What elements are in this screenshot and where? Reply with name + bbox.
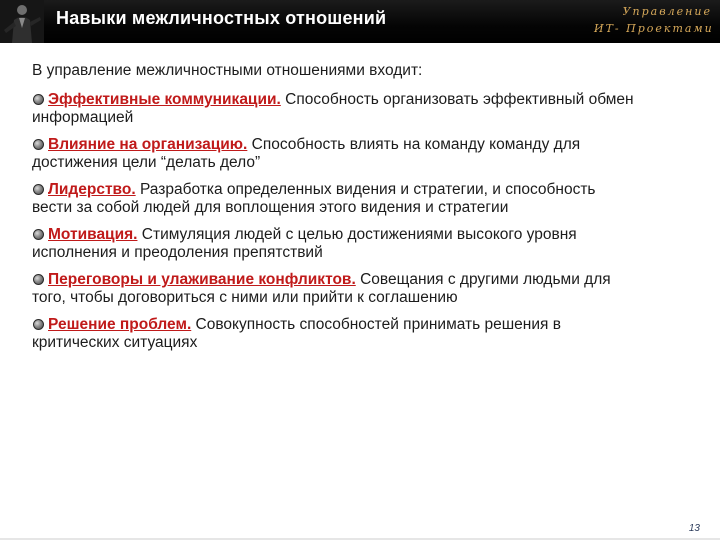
- bullet-icon: [33, 229, 44, 240]
- item-description: Стимуляция людей с целью достижениями высокого уровня: [137, 226, 577, 243]
- item-description: Совокупность способностей принимать решения в: [191, 316, 561, 333]
- item-description: Способность влиять на команду команду для: [247, 136, 581, 153]
- bullet-icon: [33, 139, 44, 150]
- bullet-icon: [33, 184, 44, 195]
- item-term: Эффективные коммуникации.: [48, 91, 281, 108]
- item-term: Переговоры и улаживание конфликтов.: [48, 271, 356, 288]
- item-description: Разработка определенных видения и стратегии, и способность: [135, 181, 596, 198]
- page-number: 13: [688, 523, 700, 534]
- brand-line-1: Управление: [622, 5, 712, 18]
- item-term: Влияние на организацию.: [48, 136, 248, 153]
- item-term: Мотивация.: [48, 226, 138, 243]
- item-description-continued: достижения цели “делать дело”: [32, 154, 261, 171]
- brand-logo: [594, 3, 712, 41]
- presenter-image: [0, 0, 44, 43]
- bullet-icon: [33, 319, 44, 330]
- item-term: Лидерство.: [48, 181, 136, 198]
- presenter-silhouette-icon: [0, 0, 44, 43]
- item-description-continued: критических ситуациях: [32, 334, 198, 351]
- slide-title: Навыки межличностных отношений: [56, 8, 387, 28]
- item-term: Решение проблем.: [48, 316, 192, 333]
- item-description-continued: исполнения и преодоления препятствий: [32, 244, 323, 261]
- brand-line-2: ИТ- Проектами: [594, 22, 714, 35]
- item-description-continued: того, чтобы договориться с ними или прийти к соглашению: [32, 289, 458, 306]
- intro-text: В управление межличностными отношениями входит:: [32, 62, 423, 79]
- item-description-continued: информацией: [32, 109, 134, 126]
- item-description: Совещания с другими людьми для: [355, 271, 611, 288]
- list-item: [30, 91, 698, 127]
- bullet-icon: [33, 274, 44, 285]
- list-item: [30, 316, 698, 352]
- list-item: [30, 226, 698, 262]
- bullet-icon: [33, 94, 44, 105]
- item-description: Способность организовать эффективный обмен: [280, 91, 634, 108]
- list-item: [30, 271, 698, 307]
- list-item: [30, 181, 698, 217]
- item-description-continued: вести за собой людей для воплощения этого видения и стратегии: [32, 199, 509, 216]
- list-item: [30, 136, 698, 172]
- slide-content: [30, 62, 698, 361]
- slide-header: [0, 0, 720, 43]
